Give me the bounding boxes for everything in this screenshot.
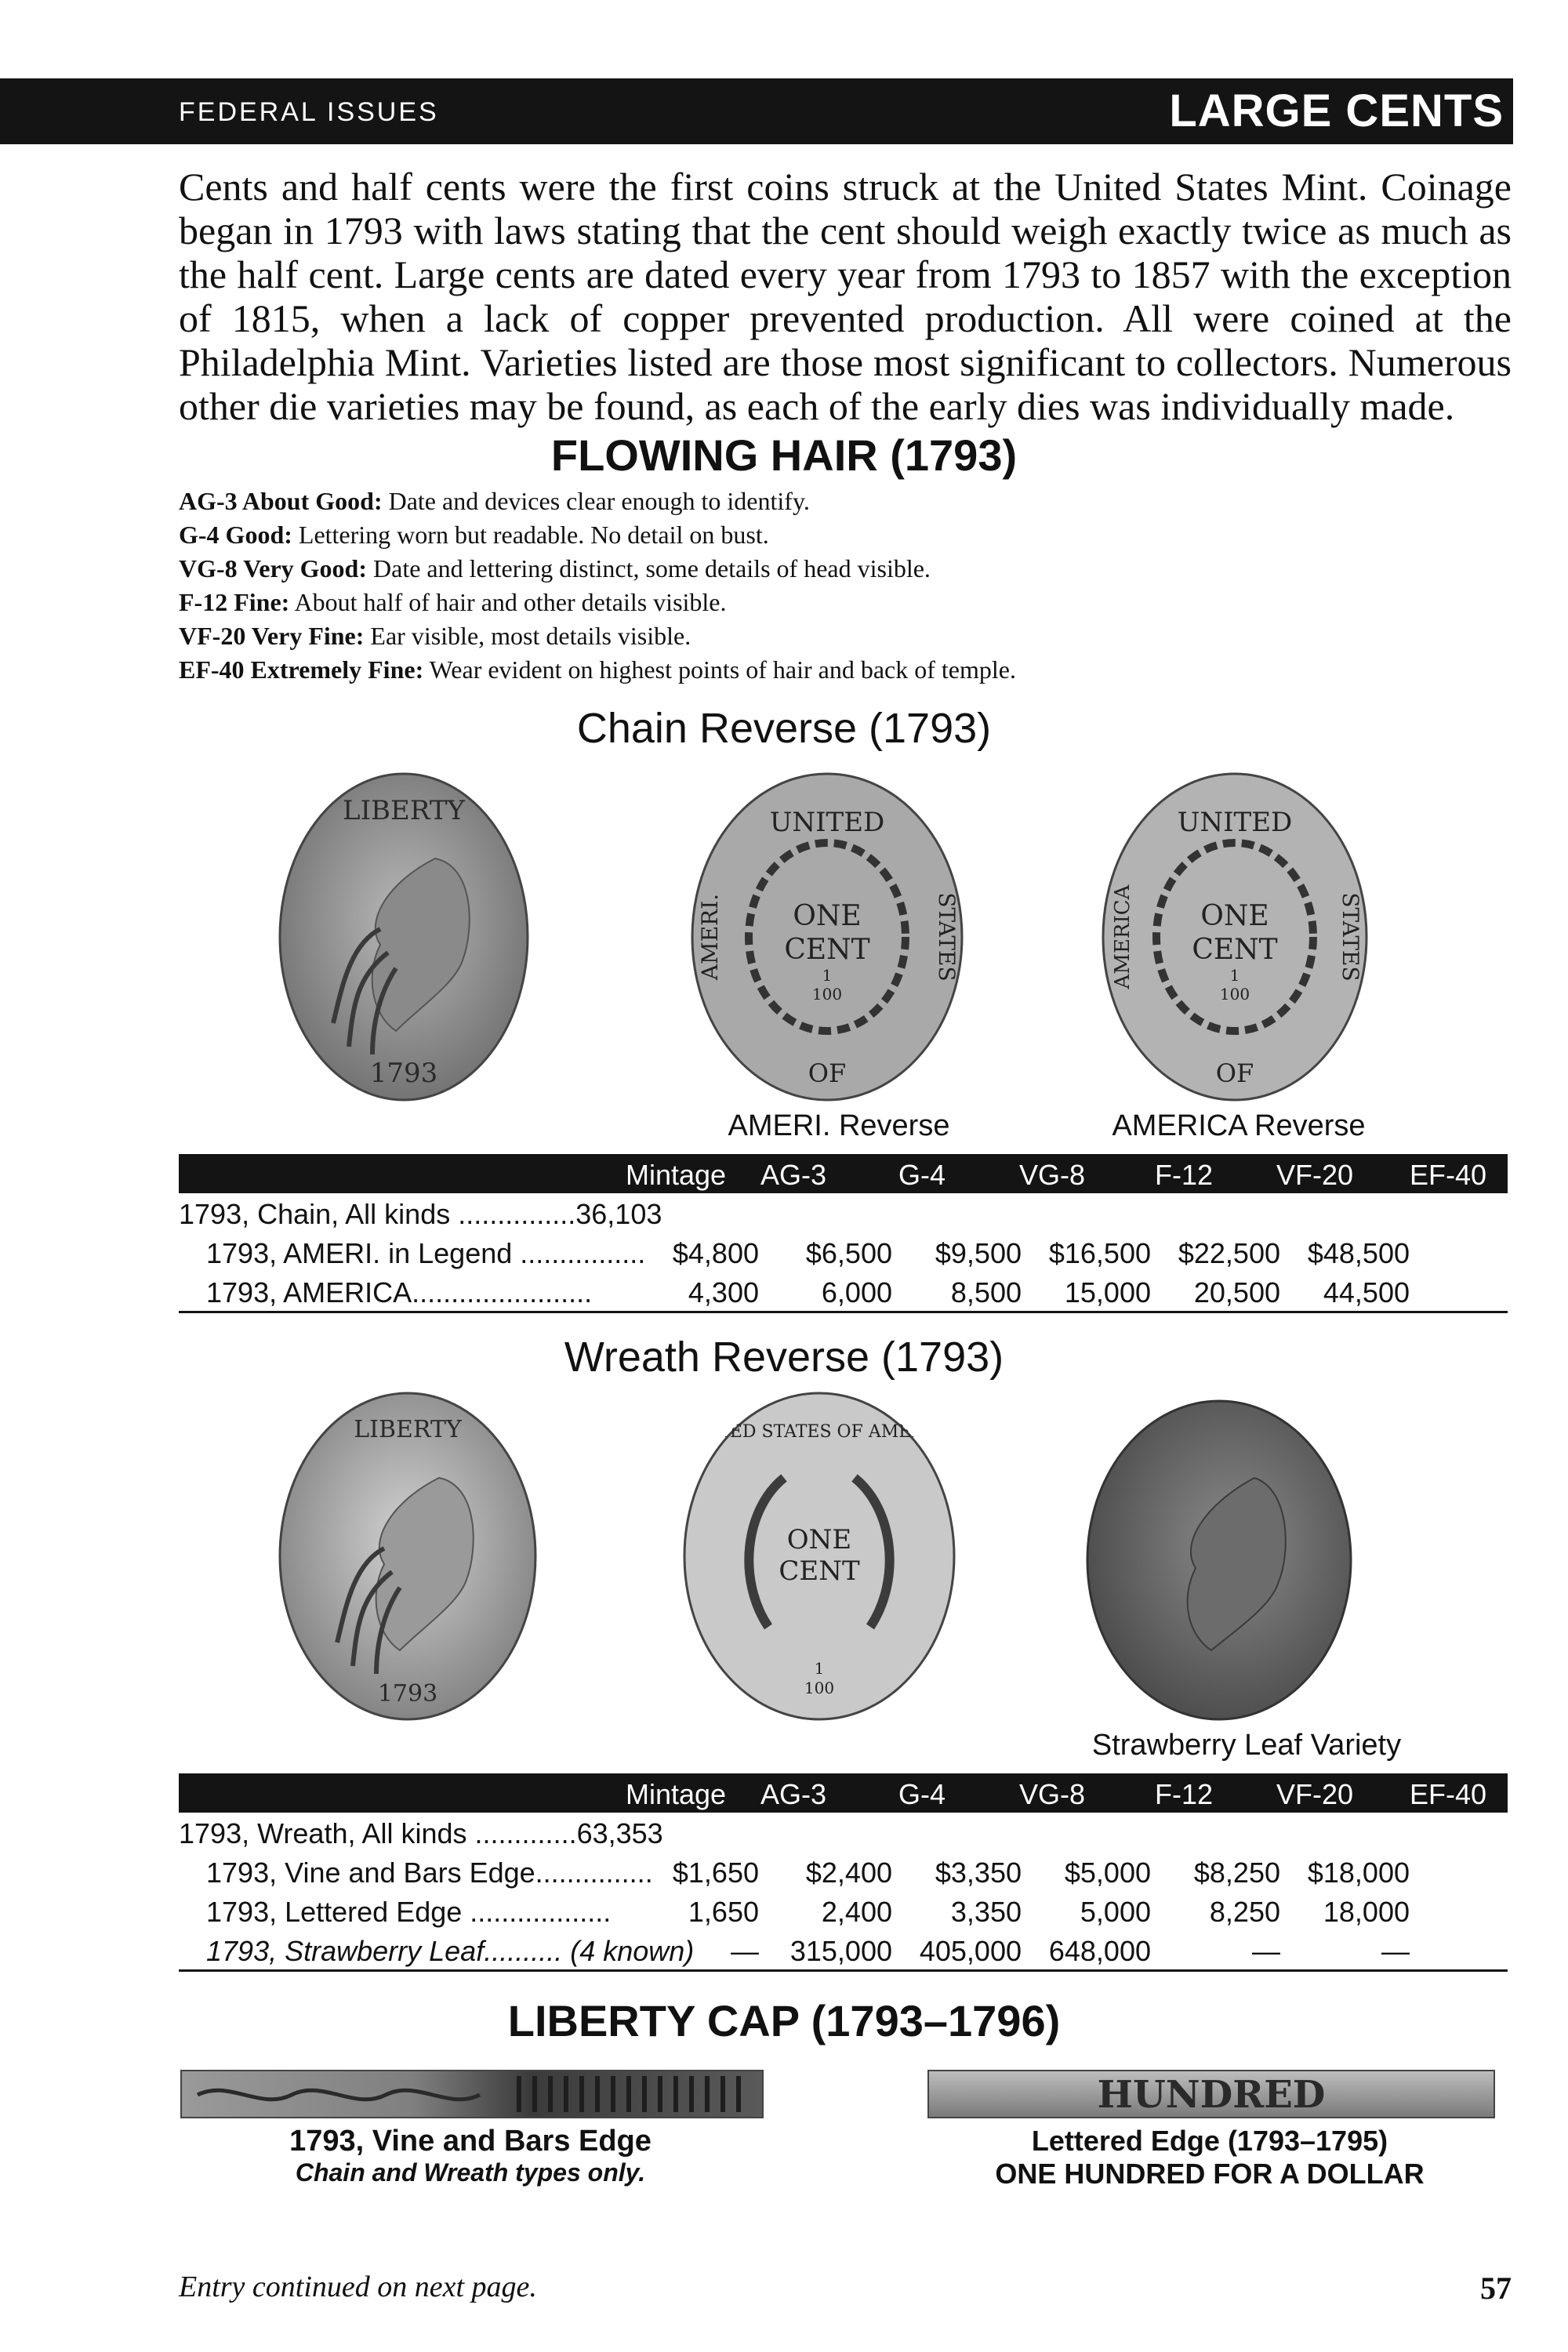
- wreath-price-table: [179, 1773, 1508, 1972]
- wreath-reverse-title: Wreath Reverse (1793): [564, 1334, 1004, 1381]
- svg-text:OF: OF: [808, 1058, 847, 1088]
- chain-reverse-title: Chain Reverse (1793): [576, 705, 992, 752]
- table-row: 1793, Wreath, All kinds .............63,353: [179, 1817, 663, 1849]
- edge-left-title: 1793, Vine and Bars Edge: [289, 2125, 652, 2158]
- svg-text:LIBERTY: LIBERTY: [354, 1416, 462, 1443]
- svg-text:CENT: CENT: [779, 1555, 860, 1587]
- grade-g4: G-4 Good: Lettering worn but readable. No detail on bust.: [179, 521, 769, 549]
- svg-text:100: 100: [804, 1679, 835, 1697]
- table-row: 1793, AMERI. in Legend ................ $4,800 $6,500 $9,500 $16,500 $22,500 $48,500: [206, 1237, 1410, 1269]
- svg-text:HUNDRED: HUNDRED: [1097, 2073, 1326, 2117]
- svg-text:ONE: ONE: [786, 1524, 852, 1555]
- coin-chain-america-reverse: [1102, 772, 1368, 1102]
- table-header: Mintage AG-3 G-4 VG-8 F-12 VF-20 EF-40: [179, 1773, 1508, 1813]
- page-number: 57: [1480, 2270, 1512, 2306]
- svg-text:ONE: ONE: [1200, 900, 1269, 932]
- table-row: 1793, Strawberry Leaf.......... (4 known) — 315,000 405,000 648,000 — —: [206, 1935, 1410, 1967]
- col-ag3: AG-3: [760, 1159, 827, 1191]
- coin-chain-ameri-reverse: [690, 772, 964, 1102]
- svg-text:STATES: STATES: [934, 892, 960, 982]
- coin-obverse-chain: [278, 772, 529, 1102]
- footer-note: Entry continued on next page.: [179, 2270, 537, 2303]
- grade-ef40: EF-40 Extremely Fine: Wear evident on highest points of hair and back of temple.: [179, 655, 1016, 684]
- col-ef40: EF-40: [1410, 1159, 1487, 1191]
- col-mintage: Mintage: [626, 1159, 727, 1191]
- table-row: 1793, Vine and Bars Edge............... $1,650 $2,400 $3,350 $5,000 $8,250 $18,000: [206, 1857, 1410, 1889]
- col-vg8: VG-8: [1019, 1159, 1086, 1191]
- svg-text:ONE: ONE: [793, 900, 862, 932]
- caption-america-reverse: AMERICA Reverse: [1112, 1109, 1366, 1142]
- svg-text:CENT: CENT: [784, 934, 870, 966]
- svg-text:1793: 1793: [377, 1680, 438, 1708]
- caption-strawberry-leaf: Strawberry Leaf Variety: [1091, 1729, 1402, 1762]
- header-bar: [0, 78, 1513, 144]
- edge-left-note: Chain and Wreath types only.: [295, 2158, 646, 2187]
- svg-text:100: 100: [1219, 985, 1250, 1004]
- col-g4: G-4: [898, 1159, 946, 1191]
- svg-text:OF: OF: [1215, 1058, 1254, 1088]
- table-row: 1793, Lettered Edge .................. 1,650 2,400 3,350 5,000 8,250 18,000: [206, 1896, 1410, 1928]
- liberty-cap-title: LIBERTY CAP (1793–1796): [507, 1996, 1061, 2045]
- svg-text:AMERICA: AMERICA: [1111, 884, 1134, 989]
- page-title: LARGE CENTS: [1169, 85, 1504, 136]
- grade-vg8: VG-8 Very Good: Date and lettering distinct, some details of head visible.: [179, 554, 931, 583]
- intro-text: Cents and half cents were the first coins struck at the United States Mint. Coinage began in 1793 with laws stating that the cent should weigh exactly twice as much as the half cent. Large cents are dated every year from 1793 to 1857 with the exception of 1815, when a lack of copper prevented production. All were coined at the Philadelphia Mint. Varieties listed are those most significant to collectors. Numerous other die varieties may be found, as each of the early dies was individually made.: [179, 165, 1512, 428]
- grade-definitions: [179, 485, 1016, 687]
- lettered-edge-image: [927, 2070, 1495, 2118]
- table-row: 1793, AMERICA....................... 4,300 6,000 8,500 15,000 20,500 44,500: [206, 1276, 1410, 1308]
- edge-right-caption: [927, 2125, 1492, 2190]
- svg-text:1793: 1793: [369, 1058, 438, 1089]
- svg-text:1: 1: [814, 1659, 825, 1678]
- chain-price-table: [179, 1154, 1508, 1313]
- svg-text:100: 100: [811, 985, 843, 1004]
- svg-text:LIBERTY: LIBERTY: [343, 795, 465, 826]
- svg-text:UNITED: UNITED: [769, 807, 885, 838]
- caption-ameri-reverse: AMERI. Reverse: [728, 1109, 950, 1142]
- svg-text:AMERI.: AMERI.: [697, 893, 723, 981]
- table-header: [179, 1154, 1508, 1193]
- svg-text:UNITED: UNITED: [1177, 807, 1293, 838]
- col-f12: F-12: [1155, 1159, 1214, 1191]
- svg-text:1: 1: [1229, 966, 1240, 985]
- svg-text:UNITED STATES OF AMERICA: UNITED STATES OF AMERICA: [682, 1422, 956, 1442]
- coin-strawberry-leaf: [1086, 1399, 1352, 1721]
- grade-vf20: VF-20 Very Fine: Ear visible, most details visible.: [179, 622, 691, 650]
- coin-wreath-reverse: [682, 1392, 956, 1721]
- edge-right-note: ONE HUNDRED FOR A DOLLAR: [995, 2158, 1425, 2190]
- edge-left-caption: [180, 2125, 760, 2187]
- section-label: FEDERAL ISSUES: [179, 97, 439, 127]
- grade-f12: F-12 Fine: About half of hair and other details visible.: [179, 588, 727, 616]
- vine-and-bars-edge-image: [180, 2070, 764, 2118]
- col-vf20: VF-20: [1276, 1159, 1354, 1191]
- edge-right-title: Lettered Edge (1793–1795): [1031, 2125, 1388, 2157]
- table-row: 1793, Chain, All kinds ...............36,103: [179, 1198, 662, 1230]
- flowing-hair-title: FLOWING HAIR (1793): [550, 430, 1018, 480]
- svg-text:1: 1: [822, 966, 833, 985]
- grade-ag3: AG-3 About Good: Date and devices clear enough to identify.: [179, 487, 810, 515]
- svg-text:STATES: STATES: [1338, 892, 1363, 982]
- table-rule: [179, 1969, 1508, 1972]
- svg-text:CENT: CENT: [1192, 934, 1278, 966]
- table-rule: [179, 1311, 1508, 1313]
- coin-obverse-wreath: [278, 1392, 537, 1721]
- intro-paragraph: [179, 165, 1512, 428]
